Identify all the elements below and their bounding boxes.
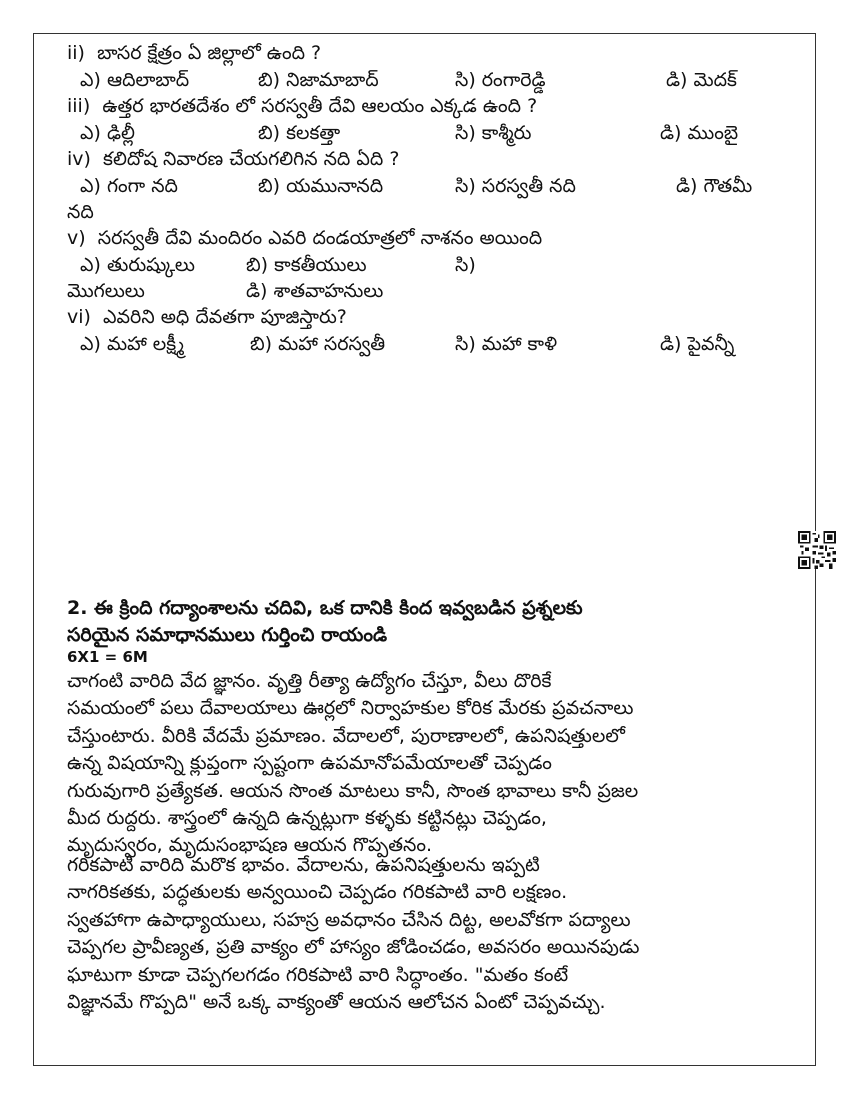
para-line: మృదుస్వరం, మృదుసంభాషణ ఆయన గొప్పతనం.: [67, 834, 433, 857]
para-line: స్వతహాగా ఉపాధ్యాయులు, సహస్ర అవధానం చేసిన దిట్ట, అలవోకగా పద్యాలు: [67, 908, 631, 931]
section-title-line2: సరియైన సమాధానములు గుర్తించి రాయండి: [67, 624, 388, 646]
option-b: బి) నిజామాబాద్: [258, 69, 379, 91]
para-line: గురువుగారి ప్రత్యేకత. ఆయన సొంత మాటలు కానీ, సొంత భావాలు కానీ ప్రజల: [67, 779, 639, 802]
para-line: విజ్ఞానమే గొప్పది" అనే ఒక్క వాక్యంతో ఆయన ఆలోచన ఏంటో చెప్పవచ్చు.: [67, 991, 606, 1014]
paragraph-garikapati: [67, 852, 787, 1016]
para-line: నాగరికతకు, పద్ధతులకు అన్వయించి చెప్పడం గరికపాటి వారి లక్షణం.: [67, 881, 568, 904]
option-c-wrap: మొగలులు: [67, 280, 145, 302]
question-number: v): [67, 227, 86, 249]
question-number: iv): [67, 148, 91, 170]
marks-label: 6X1 = 6M: [67, 648, 148, 666]
option-c: సి) మహా కాళి: [455, 333, 558, 355]
option-b: బి) కాకతీయులు: [246, 254, 367, 276]
question-text: బాసర క్షేత్రం ఏ జిల్లాలో ఉంది ?: [97, 42, 322, 64]
para-line: ఘాటుగా కూడా చెప్పగలగడం గరికపాటి వారి సిద్ధాంతం. "మతం కంటే: [67, 963, 569, 986]
question-text: కలిదోష నివారణ చేయగలిగిన నది ఏది ?: [103, 148, 400, 170]
option-a: ఎ) గంగా నది: [80, 175, 178, 197]
para-line: చెప్పగల ప్రావీణ్యత, ప్రతి వాక్యం లో హాస్యం జోడించడం, అవసరం అయినపుడు: [67, 936, 640, 959]
question-v: [67, 225, 542, 251]
question-iv: [67, 146, 399, 172]
option-c: సి) సరస్వతీ నది: [455, 175, 576, 197]
para-line: మీద రుద్దరు. శాస్త్రంలో ఉన్నది ఉన్నట్లుగా కళ్ళకు కట్టినట్లు చెప్పడం,: [67, 807, 547, 830]
question-text: ఉత్తర భారతదేశం లో సరస్వతీ దేవి ఆలయం ఎక్కడ ఉంది ?: [102, 95, 538, 117]
para-line: సమయంలో పలు దేవాలయాలు ఊర్లలో నిర్వాహకుల కోరిక మేరకు ప్రవచనాలు: [67, 697, 634, 720]
option-c: సి): [455, 254, 476, 276]
qr-code-icon: [798, 531, 836, 569]
question-number: vi): [67, 306, 91, 328]
para-line: చాగంటి వారిది వేద జ్ఞానం. వృత్తి రీత్యా ఉద్యోగం చేస్తూ, వీలు దొరికే: [67, 670, 552, 692]
option-b: బి) కలకత్తా: [258, 122, 341, 144]
option-b: బి) యమునానది: [258, 175, 384, 197]
question-ii: [67, 40, 321, 66]
option-d: డి) మెదక్: [666, 69, 737, 91]
option-c: సి) కాశ్మీరు: [455, 122, 532, 144]
section-title-line1: 2. ఈ క్రింది గద్యాంశాలను చదివి, ఒక దానికి కింద ఇవ్వబడిన ప్రశ్నలకు: [67, 597, 583, 619]
option-a: ఎ) ఢిల్లీ: [80, 122, 135, 144]
question-number: iii): [67, 95, 91, 117]
option-a: ఎ) ఆదిలాబాద్: [80, 69, 190, 91]
option-d: డి) పైవన్నీ: [660, 333, 735, 355]
option-d-wrap: నది: [67, 201, 94, 223]
question-iii: [67, 93, 537, 119]
para-line: చేస్తుంటారు. వీరికి వేదమే ప్రమాణం. వేదాలలో, పురాణాలలో, ఉపనిషత్తులలో: [67, 724, 625, 747]
option-d: డి) ముంబై: [660, 122, 739, 144]
option-a: ఎ) తురుష్కులు: [80, 254, 195, 276]
question-text: సరస్వతీ దేవి మందిరం ఎవరి దండయాత్రలో నాశనం అయింది: [97, 227, 543, 249]
option-d: డి) శాతవాహనులు: [246, 280, 384, 302]
option-b: బి) మహా సరస్వతీ: [250, 333, 386, 355]
question-text: ఎవరిని అధి దేవతగా పూజిస్తారు?: [103, 306, 347, 328]
question-vi: [67, 304, 347, 330]
question-number: ii): [67, 42, 85, 64]
para-line: గరికపాటి వారిది మరొక భావం. వేదాలను, ఉపనిషత్తులను ఇప్పటి: [67, 854, 540, 876]
paragraph-chaganti: [67, 668, 787, 860]
option-c: సి) రంగారెడ్డి: [455, 69, 546, 91]
option-a: ఎ) మహా లక్ష్మీ: [80, 333, 185, 355]
para-line: ఉన్న విషయాన్ని క్లుప్తంగా స్పష్టంగా ఉపమానోపమేయాలతో చెప్పడం: [67, 752, 552, 775]
option-d: డి) గౌతమీ: [676, 175, 753, 197]
